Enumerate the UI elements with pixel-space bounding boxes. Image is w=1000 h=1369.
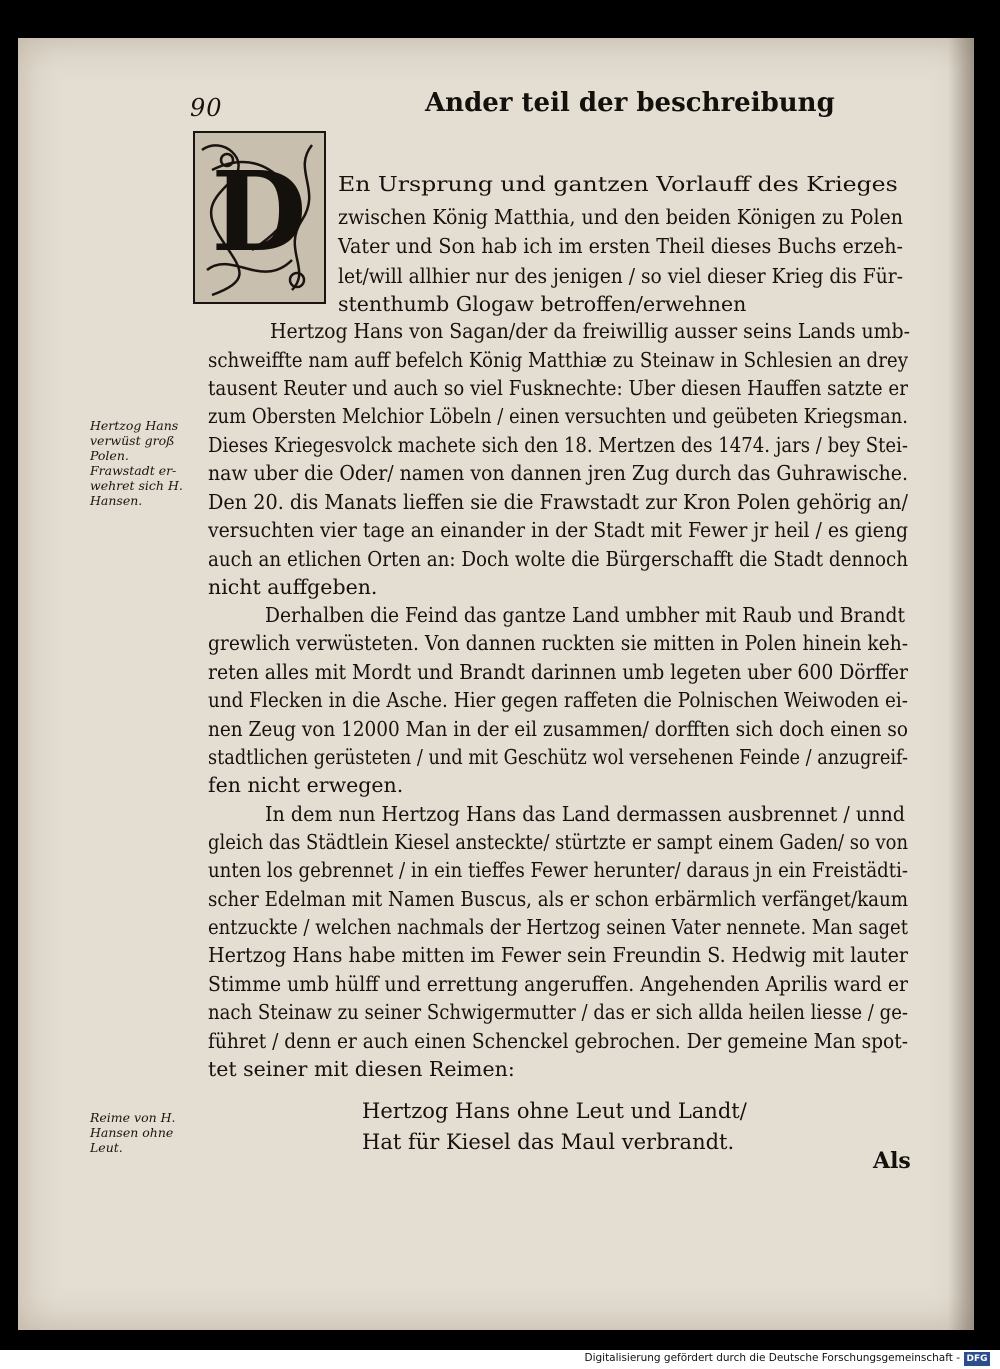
text-line: stenthumb Glogaw betroffen/erwehnen [338, 292, 747, 316]
text-line: naw uber die Oder/ namen von dannen jren Zug durch das Guhrawische. [208, 461, 908, 485]
text-line: Hertzog Hans von Sagan/der da freiwillig ausser seins Lands umb- [270, 319, 910, 343]
text-line: führet / denn er auch einen Schenckel gebrochen. Der gemeine Man spot- [208, 1029, 908, 1053]
text-line: tausent Reuter und auch so viel Fusknechte: Uber diesen Hauffen satzte er [208, 376, 908, 400]
text-line: Dieses Kriegesvolck machete sich den 18. Mertzen des 1474. jars / bey Stei- [208, 433, 908, 457]
text-line: let/will allhier nur des jenigen / so viel dieser Krieg dis Für- [338, 264, 903, 288]
page-gutter-shadow [948, 38, 974, 1330]
margin-note-2 [90, 1110, 176, 1155]
funding-credit: Digitalisierung gefördert durch die Deutsche Forschungsgemeinschaft - [584, 1352, 960, 1364]
verse-line: Hat für Kiesel das Maul verbrandt. [362, 1130, 735, 1154]
text-line: stadtlichen gerüsteten / und mit Geschütz wol versehenen Feinde / anzugreif- [208, 745, 908, 769]
text-line: und Flecken in die Asche. Hier gegen raffeten die Polnischen Weiwoden ei- [208, 688, 908, 712]
text-line: versuchten vier tage an einander in der Stadt mit Fewer jr heil / es gieng [208, 518, 908, 542]
text-line: reten alles mit Mordt und Brandt darinnen umb legeten uber 600 Dörffer [208, 660, 908, 684]
page-header [190, 88, 835, 128]
margin-note-line: Hansen ohne [90, 1125, 174, 1140]
text-line: entzuckte / welchen nachmals der Hertzog seinen Vater nennete. Man saget [208, 915, 908, 939]
margin-note-line: Hansen. [90, 493, 143, 508]
text-line: nicht auffgeben. [208, 575, 378, 599]
margin-note-line: Polen. [90, 448, 129, 463]
running-title: Ander teil der beschreibung [425, 88, 835, 118]
dfg-logo: DFG [964, 1352, 990, 1366]
page-number: 90 [190, 94, 223, 122]
text-line: Stimme umb hülff und errettung angeruffen. Angehenden Aprilis ward er [208, 972, 908, 996]
text-line: zum Obersten Melchior Löbeln / einen versuchten und geübeten Kriegsman. [208, 404, 908, 428]
text-line: auch an etlichen Orten an: Doch wolte die Bürgerschafft die Stadt dennoch [208, 547, 908, 571]
margin-note-line: verwüst groß [90, 433, 175, 448]
text-line: schweiffte nam auff befelch König Matthiæ zu Steinaw in Schlesien an drey [208, 348, 908, 372]
text-line: scher Edelman mit Namen Buscus, als er schon erbärmlich verfänget/kaum [208, 887, 908, 911]
text-line: grewlich verwüsteten. Von dannen ruckten sie mitten in Polen hinein keh- [208, 631, 908, 655]
verse-line: Hertzog Hans ohne Leut und Landt/ [362, 1099, 747, 1123]
margin-note-line: Reime von H. [90, 1110, 176, 1125]
text-line: gleich das Städtlein Kiesel ansteckte/ stürtzte er sampt einem Gaden/ so von [208, 830, 908, 854]
catchword: Als [873, 1148, 911, 1174]
margin-note-line: wehret sich H. [90, 478, 183, 493]
text-line: En Ursprung und gantzen Vorlauff des Krieges [338, 172, 898, 196]
margin-note-line: Hertzog Hans [90, 418, 179, 433]
text-line: In dem nun Hertzog Hans das Land dermassen ausbrennet / unnd [265, 802, 905, 826]
text-line: nach Steinaw zu seiner Schwigermutter / das er sich allda heilen liesse / ge- [208, 1000, 908, 1024]
text-line: Hertzog Hans habe mitten im Fewer sein Freundin S. Hedwig mit lauter [208, 943, 908, 967]
margin-note-line: Frawstadt er- [90, 463, 177, 478]
text-line: fen nicht erwegen. [208, 773, 404, 797]
margin-note-1 [90, 418, 183, 508]
text-line: unten los gebrennet / in ein tieffes Fewer herunter/ daraus jn ein Freistädti- [208, 858, 908, 882]
text-line: Derhalben die Feind das gantze Land umbher mit Raub und Brandt [265, 603, 905, 627]
text-line: zwischen König Matthia, und den beiden Königen zu Polen [338, 205, 903, 229]
initial-letter: D [211, 147, 307, 276]
decorated-initial-d [192, 130, 327, 305]
text-line: nen Zeug von 12000 Man in der eil zusammen/ dorfften sich doch einen so [208, 717, 908, 741]
text-line: Den 20. dis Manats lieffen sie die Frawstadt zur Kron Polen gehörig an/ [208, 490, 908, 514]
text-line: Vater und Son hab ich im ersten Theil dieses Buchs erzeh- [338, 234, 903, 258]
margin-note-line: Leut. [90, 1140, 123, 1155]
text-line: tet seiner mit diesen Reimen: [208, 1057, 515, 1081]
